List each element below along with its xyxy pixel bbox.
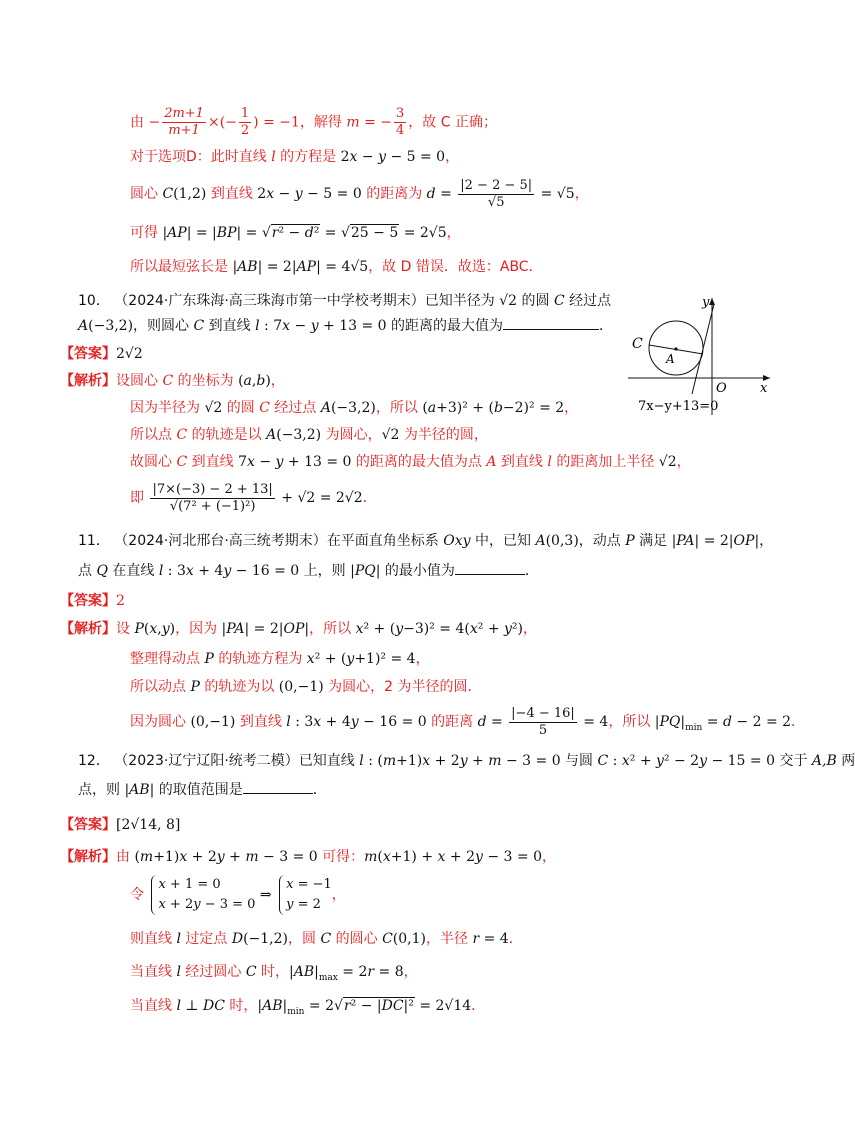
- q11-answer-blank: [455, 560, 525, 575]
- q10-analysis-s5: 即 $\frac{|7\times(-3) - 2 + 13|}{\text{√(7² + (−1)²)}}$ + √2 = 2√2．: [130, 481, 377, 514]
- line-condition-c: 由 − $\frac{2m+1}{m+1}$ ×(− $\frac{1}{2}$ ) = −1，解得 m = − $\frac{3}{4}$ ，故 C 正确；: [130, 106, 497, 138]
- q11-stem-line2: 点 Q 在直线 l : 3x + 4y − 16 = 0 上，则 |PQ| 的最小值为 ．: [78, 560, 539, 582]
- y-axis-label: y: [702, 295, 710, 310]
- q12-analysis-s4: 当直线 l 经过圆心 C 时，$|AB|_{max} = 2r = 8$，: [130, 964, 418, 983]
- q12-analysis-s5: 当直线 l ⊥ DC 时，$|AB|_{min} = 2√r^2 - |DC|^2 = 2√14$．: [130, 998, 486, 1017]
- q10-number: 10．: [78, 293, 110, 309]
- line-option-d: 对于选项D：此时直线 l 的方程是 2x − y − 5 = 0，: [130, 149, 460, 165]
- q12-answer: 【答案】[2√14, 8]: [60, 817, 181, 833]
- point-label-a: A: [666, 352, 675, 366]
- q11-analysis-s4: 因为圆心 (0,−1) 到直线 l : 3x + 4y − 16 = 0 的距离 d = $\frac{|-4 - 16|}{5}$ = 4，所以 $|PQ|_{min} = d - 2 = 2$．: [130, 705, 806, 738]
- q12-analysis-s1: 【解析】由 (m+1)x + 2y + m − 3 = 0 可得：m(x+1) + x + 2y − 3 = 0，: [60, 849, 556, 865]
- q11-answer: 【答案】2: [60, 593, 125, 609]
- line-l: [692, 304, 714, 394]
- q10-stem-line1: 10． （2024·广东珠海·高三珠海市第一中学校考期末）已知半径为 √2 的圆 C 经过点: [78, 293, 612, 309]
- q11-analysis-s2: 整理得动点 P 的轨迹方程为 x² + (y+1)² = 4，: [130, 651, 430, 667]
- q10-source: （2024·广东珠海·高三珠海市第一中学校考期末）: [114, 293, 425, 309]
- q11-stem-line1: 11． （2024·河北邢台·高三统考期末）在平面直角坐标系 Oxy 中，已知 A(0,3)，动点 P 满足 |PA| = 2|OP|，: [78, 533, 774, 549]
- line-label: 7x−y+13=0: [638, 399, 719, 414]
- q12-answer-blank: [243, 779, 313, 794]
- origin-label: O: [716, 381, 727, 396]
- line-ap: 可得 |AP| = |BP| = √r² − d² = √25 − 5 = 2√5，: [130, 225, 461, 241]
- q12-stem-line1: 12． （2023·辽宁辽阳·统考二模）已知直线 l : (m+1)x + 2y + m − 3 = 0 与圆 C : x² + y² − 2y − 15 = 0 交于 A,B 两: [78, 753, 855, 769]
- q12-analysis-s2: 令 x + 1 = 0 x + 2y − 3 = 0 ⇒ x = −1 y = 2 ，: [130, 872, 346, 918]
- q10-analysis-s2: 因为半径为 √2 的圆 C 经过点 A(−3,2)，所以 (a+3)² + (b−2)² = 2，: [130, 400, 579, 416]
- q10-analysis-s1: 【解析】设圆心 C 的坐标为 (a,b)，: [60, 373, 285, 389]
- point-a: [674, 347, 677, 350]
- x-axis-label: x: [760, 381, 768, 396]
- q10-analysis-s4: 故圆心 C 到直线 7x − y + 13 = 0 的距离的最大值为点 A 到直线 l 的距离加上半径 √2，: [130, 454, 691, 470]
- q12-number: 12．: [78, 753, 110, 769]
- q10-answer-blank: [503, 315, 599, 330]
- q12-analysis-s3: 则直线 l 过定点 D(−1,2)，圆 C 的圆心 C(0,1)，半径 r = 4．: [130, 931, 523, 947]
- line-shortest-chord: 所以最短弦长是 |AB| = 2|AP| = 4√5，故 D 错误．故选：ABC．: [130, 259, 543, 275]
- line-distance: 圆心 C(1,2) 到直线 2x − y − 5 = 0 的距离为 d = $\frac{|2 - 2 - 5|}{√5}$ = √5，: [130, 177, 589, 210]
- circle-label-c: C: [632, 336, 643, 352]
- q11-analysis-s1: 【解析】设 P(x,y)，因为 |PA| = 2|OP|，所以 x² + (y−3)² = 4(x² + y²)，: [60, 621, 537, 637]
- q10-figure: [620, 290, 780, 420]
- q11-number: 11．: [78, 533, 110, 549]
- q11-analysis-s3: 所以动点 P 的轨迹为以 (0,−1) 为圆心，2 为半径的圆．: [130, 679, 482, 695]
- q10-answer: 【答案】2√2: [60, 346, 143, 362]
- q10-analysis-s3: 所以点 C 的轨迹是以 A(−3,2) 为圆心，√2 为半径的圆，: [130, 427, 488, 443]
- q11-source: （2024·河北邢台·高三统考期末）: [114, 533, 327, 549]
- q10-stem-line2: A(−3,2)，则圆心 C 到直线 l : 7x − y + 13 = 0 的距离的最大值为 ．: [78, 315, 613, 337]
- q12-stem-line2: 点，则 |AB| 的取值范围是 ．: [78, 779, 327, 801]
- q12-source: （2023·辽宁辽阳·统考二模）: [114, 753, 299, 769]
